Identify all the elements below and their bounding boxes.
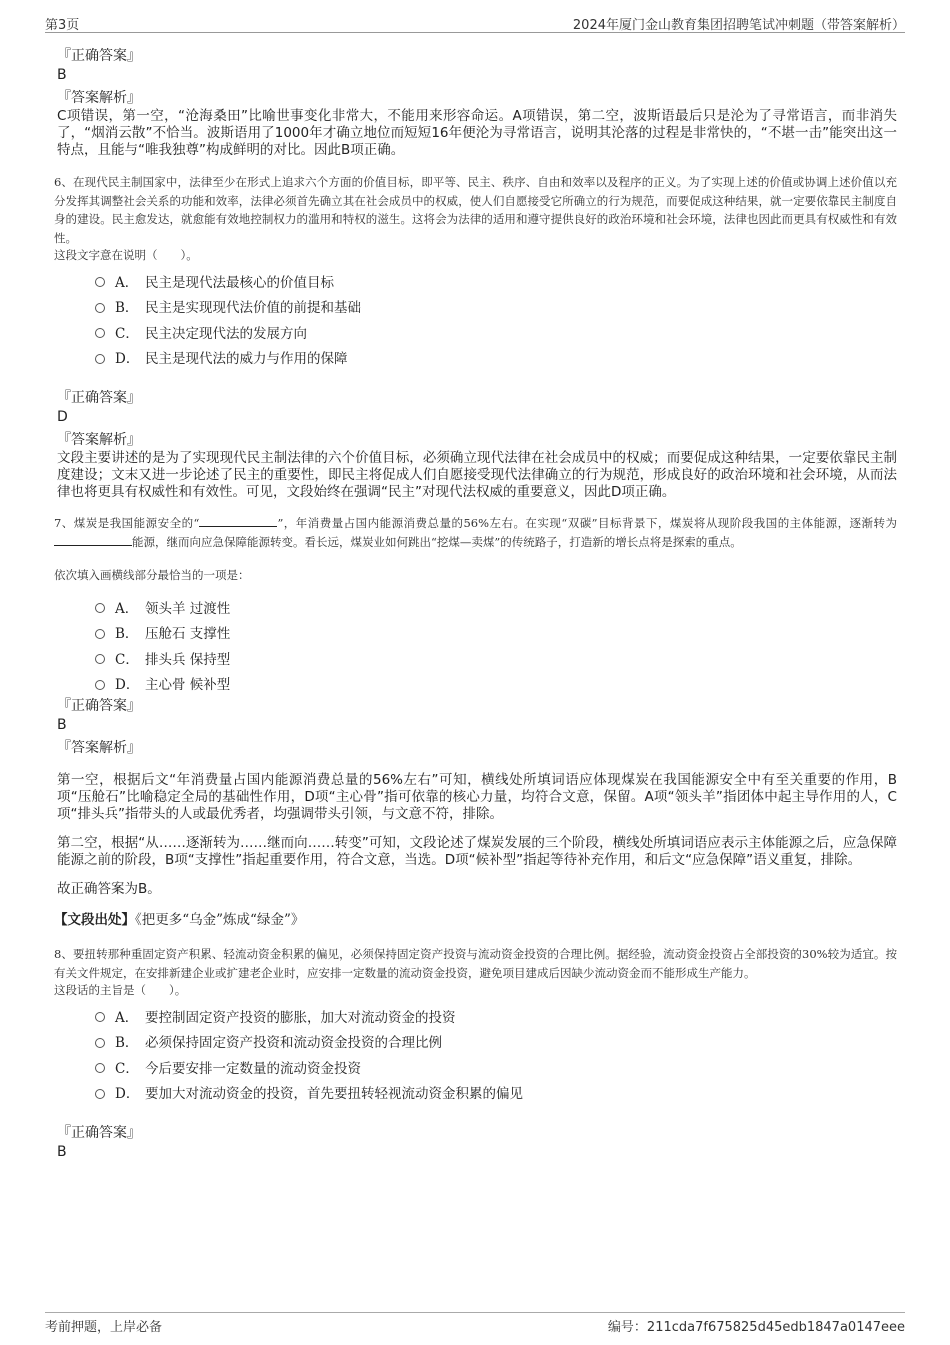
q7-option-b[interactable]: B． 压舱石 支撑性 (95, 620, 897, 646)
q7-answer: B (57, 717, 67, 733)
q6-stem: 这段文字意在说明（ ）。 (54, 248, 198, 262)
q8-stem: 这段话的主旨是（ ）。 (54, 983, 187, 997)
radio-icon[interactable] (95, 1063, 105, 1073)
document-body (54, 46, 897, 1165)
radio-icon[interactable] (95, 654, 105, 664)
answer-label: 『正确答案』 (57, 698, 141, 714)
q6-option-d[interactable]: D． 民主是现代法的威力与作用的保障 (95, 345, 897, 371)
q5-answer: B (57, 67, 67, 83)
q7-option-d[interactable]: D． 主心骨 候补型 (95, 671, 897, 697)
fill-blank (199, 515, 277, 527)
radio-icon[interactable] (95, 1038, 105, 1048)
q8-option-b[interactable]: B． 必须保持固定资产投资和流动资金投资的合理比例 (95, 1029, 897, 1055)
radio-icon[interactable] (95, 277, 105, 287)
q8-options (95, 1003, 897, 1105)
q6-answer: D (57, 409, 68, 425)
q7-analysis-3: 故正确答案为B。 (57, 881, 161, 897)
radio-icon[interactable] (95, 1012, 105, 1022)
radio-icon[interactable] (95, 629, 105, 639)
q8-answer: B (57, 1144, 67, 1160)
analysis-label: 『答案解析』 (57, 740, 141, 756)
fill-blank (54, 534, 132, 546)
q7-option-a[interactable]: A． 领头羊 过渡性 (95, 594, 897, 620)
page-footer (45, 1312, 905, 1335)
answer-label: 『正确答案』 (57, 390, 141, 406)
q6-text: 6、在现代民主制国家中，法律至少在形式上追求六个方面的价值目标，即平等、民主、秩序、自由和效率以及程序的正义。为了实现上述的价值或协调上述价值以充分发挥其调整社会关系的功能和效率，法律必须首先确立其在社会成员中的权威，使人们自愿接受它所确立的行为规范，而要促成这种结果，就一定要依靠民主制度自身的建设。民主愈发达，就愈能有效地控制权力的滥用和特权的滋生。这将会为法律的适用和遵守提供良好的政治环境和社会环境，法律也因此而更具有权威性和有效性。 (54, 175, 897, 245)
radio-icon[interactable] (95, 354, 105, 364)
radio-icon[interactable] (95, 680, 105, 690)
q8-option-a[interactable]: A． 要控制固定资产投资的膨胀，加大对流动资金的投资 (95, 1003, 897, 1029)
q7-text: 7、煤炭是我国能源安全的“ ”，年消费量占国内能源消费总量的56%左右。在实现“双碳”目标背景下，煤炭将从现阶段我国的主体能源，逐渐转为能源，继而向应急保障能源转变。看长远，煤炭业如何跳出“挖煤—卖煤”的传统路子，打造新的增长点将是探索的重点。 (54, 516, 897, 549)
document-id: 编号：211cda7f675825d45edb1847a0147eee (607, 1320, 905, 1335)
analysis-label: 『答案解析』 (57, 90, 141, 106)
q8-option-c[interactable]: C． 今后要安排一定数量的流动资金投资 (95, 1054, 897, 1080)
footer-slogan: 考前押题，上岸必备 (45, 1320, 163, 1335)
page-number: 第3页 (45, 18, 80, 33)
document-title: 2024年厦门金山教育集团招聘笔试冲刺题（带答案解析） (572, 18, 905, 33)
q8-text: 8、要扭转那种重固定资产积累、轻流动资金积累的偏见，必须保持固定资产投资与流动资金投资的合理比例。据经验，流动资金投资占全部投资的30%较为适宜。按有关文件规定，在安排新建企业或扩建老企业时，应安排一定数量的流动资金投资，避免项目建成后因缺少流动资金而不能形成生产能力。 (54, 947, 897, 980)
q8-option-d[interactable]: D． 要加大对流动资金的投资，首先要扭转轻视流动资金积累的偏见 (95, 1080, 897, 1106)
radio-icon[interactable] (95, 1089, 105, 1099)
q7-options (95, 594, 897, 696)
radio-icon[interactable] (95, 603, 105, 613)
answer-label: 『正确答案』 (57, 1125, 141, 1141)
q7-stem: 依次填入画横线部分最恰当的一项是： (54, 568, 250, 582)
q5-analysis: C项错误，第一空，“沧海桑田”比喻世事变化非常大，不能用来形容命运。A项错误，第二空，波斯语最后只是沦为了寻常语言，而非消失了，“烟消云散”不恰当。波斯语用了1000年才确立地位而短短16年便沦为寻常语言，说明其沦落的过程是非常快的，“不堪一击”能突出这一特点，且能与“唯我独尊”构成鲜明的对比。因此B项正确。 (57, 108, 897, 158)
page-header (45, 12, 905, 33)
radio-icon[interactable] (95, 303, 105, 313)
q6-option-a[interactable]: A． 民主是现代法最核心的价值目标 (95, 268, 897, 294)
q7-analysis-2: 第二空，根据“从……逐渐转为……继而向……转变”可知，文段论述了煤炭发展的三个阶段，横线处所填词语应表示主体能源之后，应急保障能源之前的阶段，B项“支撑性”指起重要作用，符合文意，当选。D项“候补型”指起等待补充作用，和后文“应急保障”语义重复，排除。 (57, 835, 897, 868)
radio-icon[interactable] (95, 328, 105, 338)
q6-option-c[interactable]: C． 民主决定现代法的发展方向 (95, 319, 897, 345)
q6-options (95, 268, 897, 370)
q7-source: 【文段出处】《把更多“乌金”炼成“绿金”》 (54, 912, 305, 928)
q6-option-b[interactable]: B． 民主是实现现代法价值的前提和基础 (95, 294, 897, 320)
q7-analysis-1: 第一空，根据后文“年消费量占国内能源消费总量的56%左右”可知，横线处所填词语应体现煤炭在我国能源安全中有至关重要的作用，B项“压舱石”比喻稳定全局的基础性作用，D项“主心骨”指可依靠的核心力量，均符合文意，保留。A项“领头羊”指团体中起主导作用的人，C项“排头兵”指带头的人或最优秀者，均强调带头引领，与文意不符，排除。 (57, 772, 897, 822)
q7-option-c[interactable]: C． 排头兵 保持型 (95, 645, 897, 671)
answer-label: 『正确答案』 (57, 48, 141, 64)
q6-analysis: 文段主要讲述的是为了实现现代民主制法律的六个价值目标，必须确立现代法律在社会成员中的权威；而要促成这种结果，一定要依靠民主制度建设；文末又进一步论述了民主的重要性，即民主将促成人们自愿接受现代法律确立的行为规范，形成良好的政治环境和社会环境，从而法律也将更具有权威性和有效性。可见，文段始终在强调“民主”对现代法权威的重要意义，因此D项正确。 (57, 450, 897, 500)
analysis-label: 『答案解析』 (57, 432, 141, 448)
